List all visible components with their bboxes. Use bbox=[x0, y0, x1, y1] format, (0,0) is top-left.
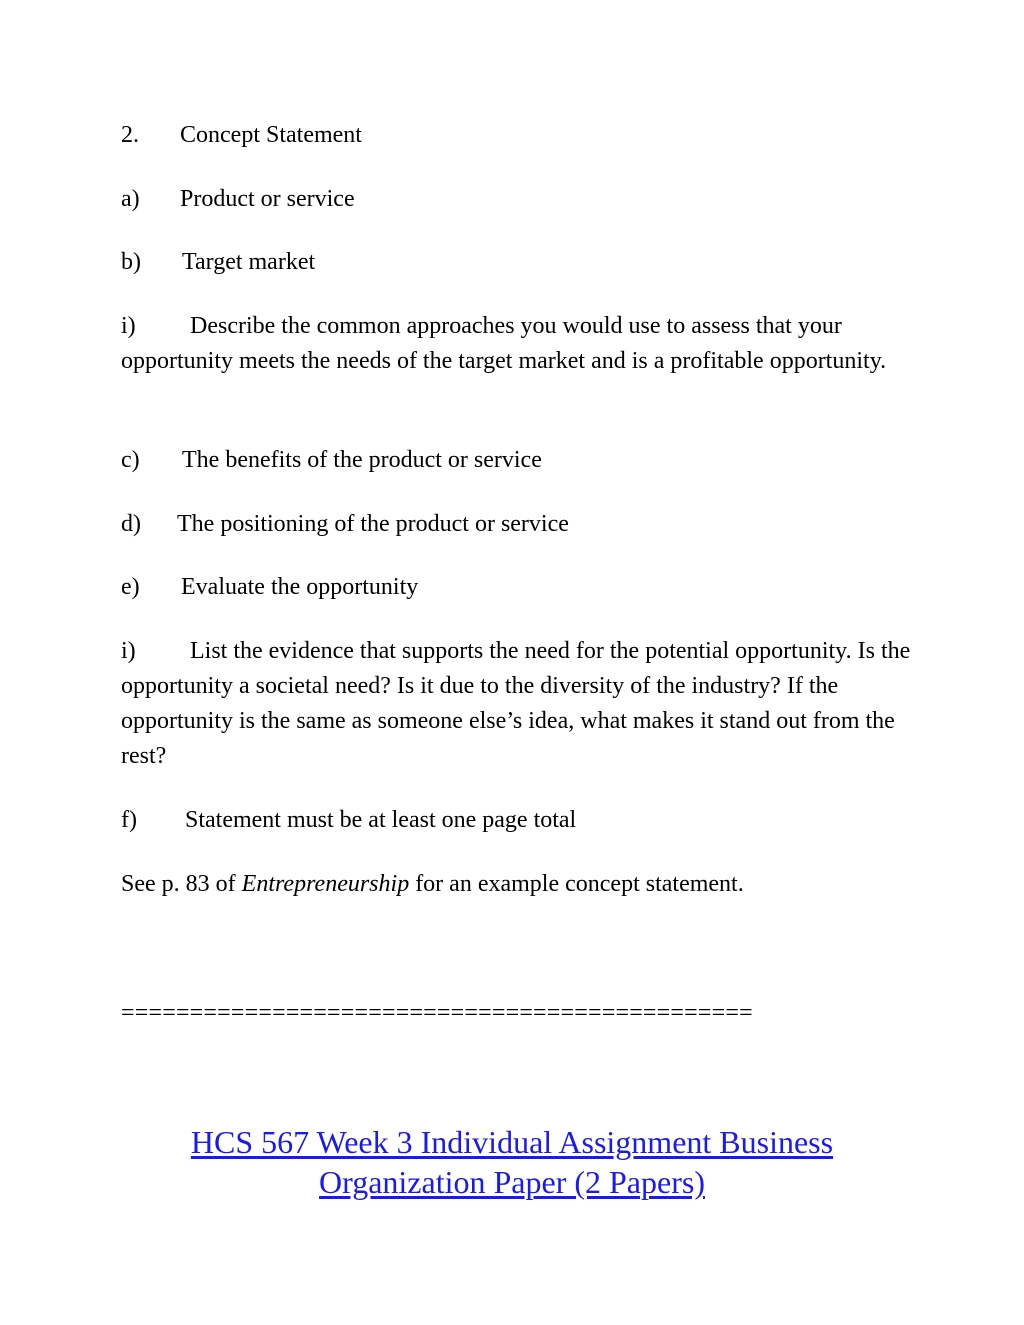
item-e-i bbox=[121, 634, 911, 774]
item-text: Concept Statement bbox=[180, 122, 362, 148]
book-title: Entrepreneurship bbox=[241, 871, 410, 897]
assignment-link-line2: Organization Paper (2 Papers) bbox=[319, 1164, 705, 1200]
item-e bbox=[121, 570, 418, 605]
item-marker: b) bbox=[121, 249, 141, 275]
item-text: Statement must be at least one page total bbox=[185, 807, 577, 833]
item-marker: e) bbox=[121, 574, 140, 600]
item-marker: i) bbox=[121, 638, 136, 664]
item-text: Target market bbox=[182, 249, 316, 275]
item-text: Evaluate the opportunity bbox=[181, 574, 419, 600]
item-marker: i) bbox=[121, 313, 136, 339]
see-note bbox=[121, 867, 744, 902]
item-f bbox=[121, 803, 576, 838]
item-text: Describe the common approaches you would use to assess that your opportunity meets the needs of the target market and is a profitable opportunity. bbox=[121, 313, 887, 374]
item-marker: a) bbox=[121, 186, 140, 212]
assignment-link-block bbox=[0, 1122, 1024, 1202]
separator-line: ============================================== bbox=[121, 1000, 753, 1026]
item-b-i bbox=[121, 309, 911, 379]
item-marker: c) bbox=[121, 447, 140, 473]
item-a bbox=[121, 182, 355, 217]
item-text: The positioning of the product or service bbox=[177, 511, 569, 537]
item-marker: f) bbox=[121, 807, 137, 833]
item-text: List the evidence that supports the need for the potential opportunity. Is the opportunity a societal need? Is it due to the diversity of the industry? If the opportunity is the same as someone else’s idea, what makes it stand out from the rest? bbox=[121, 638, 911, 769]
item-b bbox=[121, 245, 315, 280]
item-text: Product or service bbox=[180, 186, 355, 212]
item-marker: 2. bbox=[121, 122, 139, 148]
assignment-link-line1: HCS 567 Week 3 Individual Assignment Business bbox=[190, 1124, 834, 1160]
item-marker: d) bbox=[121, 511, 141, 537]
assignment-link[interactable] bbox=[191, 1124, 833, 1200]
item-concept-statement bbox=[121, 118, 362, 153]
item-d bbox=[121, 507, 569, 542]
see-note-suffix: for an example concept statement. bbox=[409, 871, 744, 897]
see-note-prefix: See p. 83 of bbox=[121, 871, 242, 897]
item-text: The benefits of the product or service bbox=[182, 447, 542, 473]
item-c bbox=[121, 443, 542, 478]
